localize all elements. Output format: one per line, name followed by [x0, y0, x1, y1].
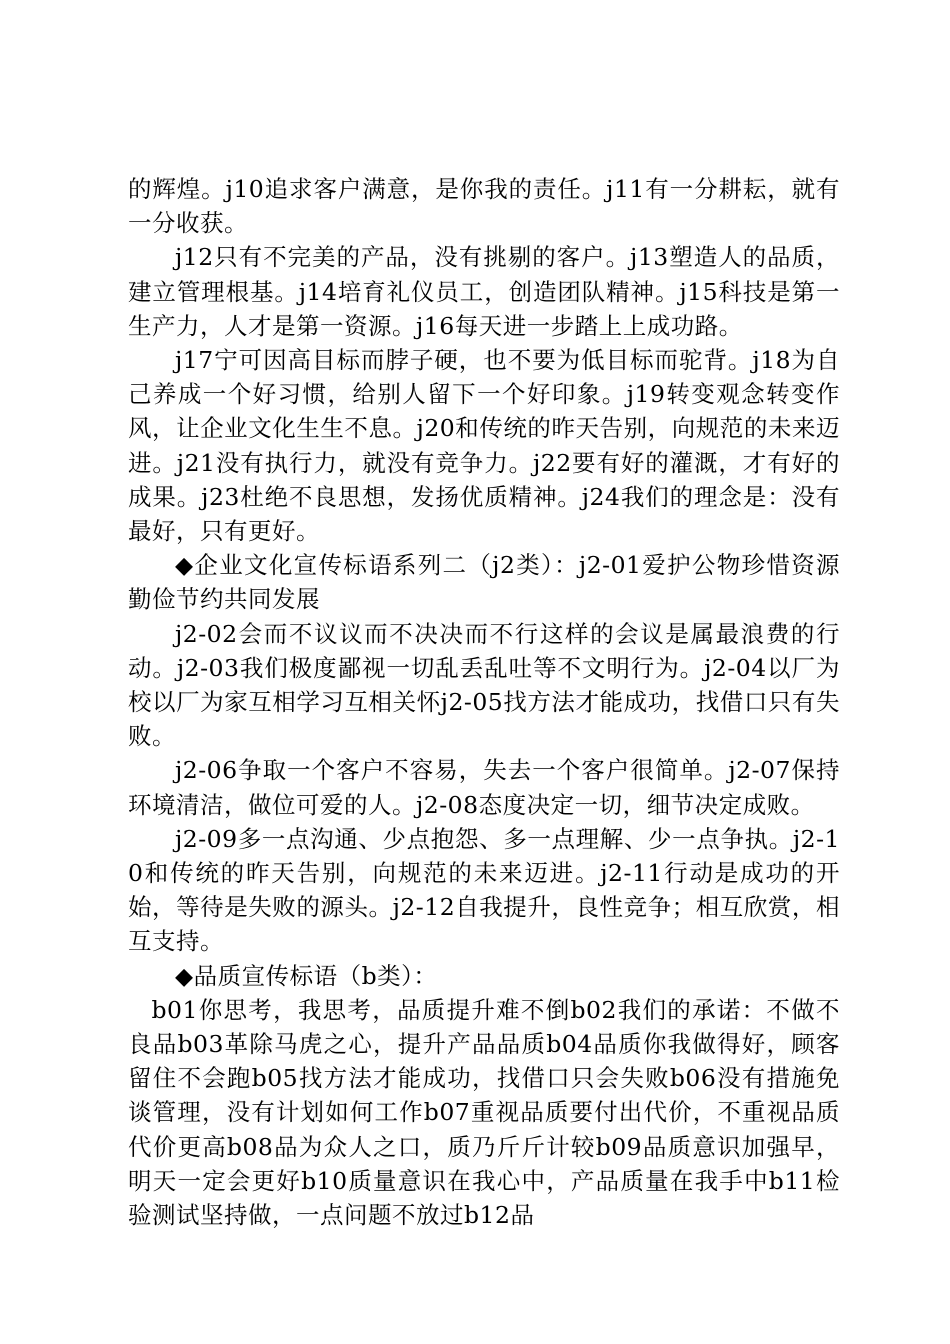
paragraph-7: b01你思考，我思考，品质提升难不倒b02我们的承诺：不做不良品b03革除马虎之心，提升产品品质b04品质你我做得好，顾客留住不会跑b05找方法才能成功，找借口只会失败b06没有措施免谈管理，没有计划如何工作b07重视品质要付出代价，不重视品质代价更高b08品为众人之口，质乃斤斤计较b09品质意识加强早，明天一定会更好b10质量意识在我心中，产品质量在我手中b11检验测试坚持做，一点问题不放过b12品: [128, 995, 840, 1230]
paragraph-3: j17宁可因高目标而脖子硬，也不要为低目标而驼背。j18为自己养成一个好习惯，给别人留下一个好印象。j19转变观念转变作风，让企业文化生生不息。j20和传统的昨天告别，向规范的未来迈进。j21没有执行力，就没有竞争力。j22要有好的灌溉，才有好的成果。j23杜绝不良思想，发扬优质精神。j24我们的理念是：没有最好，只有更好。: [128, 346, 840, 546]
paragraph-1: 的辉煌。j10追求客户满意，是你我的责任。j11有一分耕耘，就有一分收获。: [128, 175, 840, 238]
paragraph-4: j2-02会而不议议而不决决而不行这样的会议是属最浪费的行动。j2-03我们极度鄙视一切乱丢乱吐等不文明行为。j2-04以厂为校以厂为家互相学习互相关怀j2-05找方法才能成功，找借口只有失败。: [128, 619, 840, 751]
section-heading-b: ◆品质宣传标语（b类）：: [175, 961, 438, 990]
paragraph-2: j12只有不完美的产品，没有挑剔的客户。j13塑造人的品质，建立管理根基。j14培育礼仪员工，创造团队精神。j15科技是第一生产力，人才是第一资源。j16每天进一步踏上上成功路。: [128, 243, 840, 340]
section-heading-j2: ◆企业文化宣传标语系列二（j2类）：j2-01爱护公物珍惜资源勤俭节约共同发展: [128, 551, 840, 614]
paragraph-6: j2-09多一点沟通、少点抱怨、多一点理解、少一点争执。j2-10和传统的昨天告别，向规范的未来迈进。j2-11行动是成功的开始，等待是失败的源头。j2-12自我提升，良性竞争；相互欣赏，相互支持。: [128, 824, 840, 956]
document-body: [128, 172, 840, 1232]
paragraph-5: j2-06争取一个客户不容易，失去一个客户很简单。j2-07保持环境清洁，做位可爱的人。j2-08态度决定一切，细节决定成败。: [128, 756, 840, 819]
